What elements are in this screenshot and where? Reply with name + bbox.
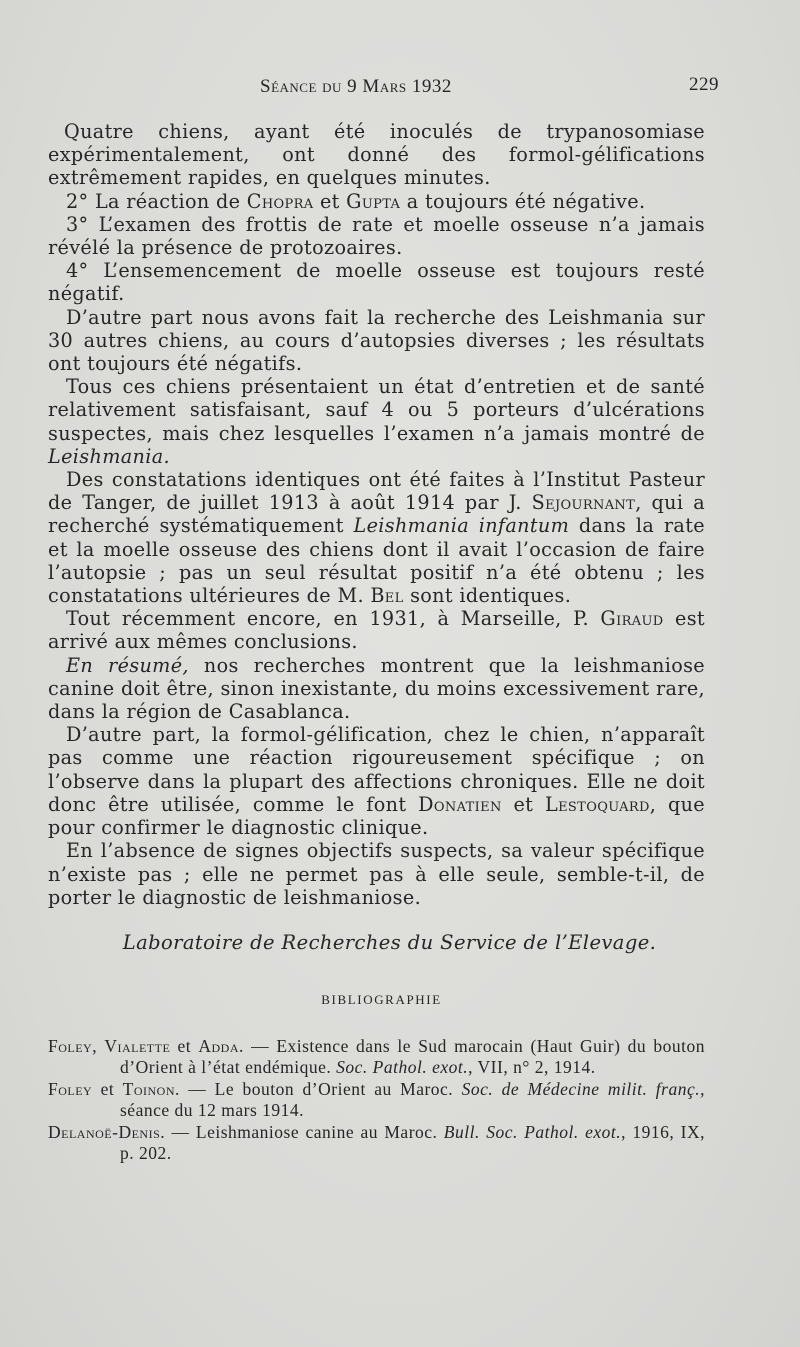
- paragraph: 3° L’examen des frottis de rate et moelle osseuse n’a jamais révélé la présence de protozoaires.: [48, 212, 705, 260]
- author-name: Lestoquard: [544, 792, 650, 816]
- paragraph: En l’absence de signes objectifs suspects, sa valeur spécifique n’existe pas ; elle ne permet pas à elle seule, semble-t-il, de porter le diagnostic de leishmaniose.: [48, 839, 705, 909]
- page-number: 229: [689, 74, 719, 95]
- paragraph: 4° L’ensemencement de moelle osseuse est toujours resté négatif.: [48, 259, 705, 306]
- paragraph: 2° La réaction de Chopra et Gupta a toujours été négative.: [66, 189, 646, 213]
- bibliography-entry: Foley, Vialette et Adda. — Existence dans le Sud marocain (Haut Guir) du bouton d’Orient à l’état endémique. Soc. Pathol. exot., VII, n° 2, 1914.: [48, 1035, 705, 1078]
- bibliography-entry: Foley et Toinon. — Le bouton d’Orient au Maroc. Soc. de Médecine milit. franç., séance du 12 mars 1914.: [48, 1078, 705, 1121]
- paragraph: Tous ces chiens présentaient un état d’entretien et de santé relativement satisfaisant, sauf 4 ou 5 porteurs d’ulcérations suspectes, mais chez lesquelles l’examen n’a jamais montré de Leishmania.: [48, 375, 705, 468]
- article-body: [48, 120, 705, 909]
- italic-term: En résumé,: [66, 653, 189, 677]
- author-name: Chopra: [246, 189, 314, 213]
- author-name: Bel: [370, 584, 404, 608]
- author-name: Giraud: [600, 607, 664, 631]
- author-name: Gupta: [346, 189, 401, 213]
- page-header: [48, 72, 719, 102]
- paragraph: Des constatations identiques ont été faites à l’Institut Pasteur de Tanger, de juillet 1913 à août 1914 par J. Sejournant, qui a recherché systématiquement Leishmania infantum dans la rate et la moelle osseuse des chiens dont il avait l’occasion de faire l’autopsie ; pas un seul résultat positif n’a été obtenu ; les constatations ultérieures de M. Bel sont identiques.: [48, 468, 705, 608]
- paragraph: D’autre part nous avons fait la recherche des Leishmania sur 30 autres chiens, au cours d’autopsies diverses ; les résultats ont toujours été négatifs.: [48, 305, 705, 376]
- italic-term: Leishmania infantum: [353, 514, 570, 538]
- bibliography-entry: Delanoë-Denis. — Leishmaniose canine au Maroc. Bull. Soc. Pathol. exot., 1916, IX, p. 202.: [48, 1121, 705, 1164]
- paragraph: D’autre part, la formol-gélification, chez le chien, n’apparaît pas comme une réaction rigoureusement spécifique ; on l’observe dans la plupart des affections chroniques. Elle ne doit donc être utilisée, comme le font Donatien et Lestoquard, que pour confirmer le diagnostic clinique.: [48, 723, 705, 840]
- paragraph: En résumé, nos recherches montrent que la leishmaniose canine doit être, sinon inexistante, du moins excessivement rare, dans la région de Casablanca.: [48, 653, 706, 724]
- laboratory-signature: Laboratoire de Recherches du Service de l’Elevage.: [122, 930, 657, 954]
- running-title: Séance du 9 Mars 1932: [260, 76, 452, 97]
- paragraph: Quatre chiens, ayant été inoculés de trypanosomiase expérimentalement, ont donné des formol-gélifications extrêmement rapides, en quelques minutes.: [48, 120, 705, 190]
- author-name: Donatien: [418, 792, 502, 816]
- italic-term: Leishmania.: [48, 444, 170, 468]
- paragraph: Tout récemment encore, en 1931, à Marseille, P. Giraud est arrivé aux mêmes conclusions.: [48, 607, 705, 654]
- bibliography-heading: BIBLIOGRAPHIE: [321, 991, 442, 1007]
- bibliography-list: [48, 1036, 705, 1165]
- author-name: Sejournant: [531, 491, 636, 515]
